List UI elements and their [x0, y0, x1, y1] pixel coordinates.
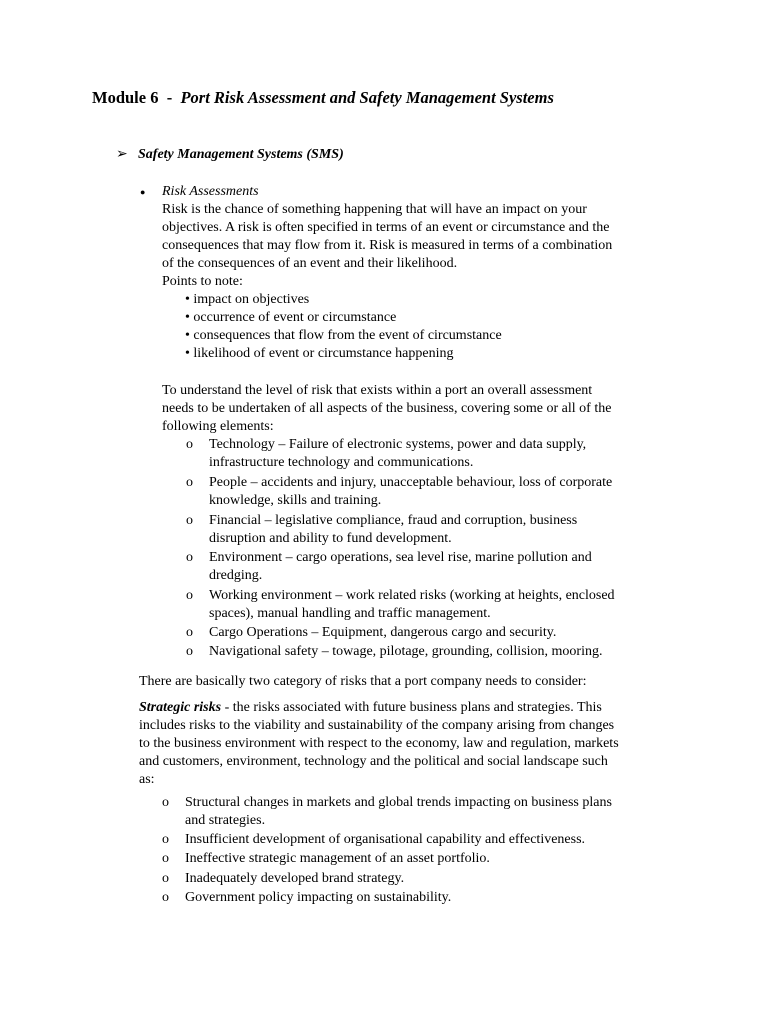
list-marker: o: [186, 475, 193, 490]
paragraph-line: and customers, environment, technology and the political and social landscape such: [139, 754, 608, 769]
list-item: Ineffective strategic management of an asset portfolio.: [185, 851, 490, 866]
strategic-risks-paragraph: [139, 699, 679, 789]
list-marker: o: [186, 625, 193, 640]
list-item: Navigational safety – towage, pilotage, grounding, collision, mooring.: [209, 644, 603, 659]
list-item: People – accidents and injury, unacceptable behaviour, loss of corporate knowledge, skills and training.: [209, 475, 613, 508]
list-item: Inadequately developed brand strategy.: [185, 871, 405, 886]
list-item: Financial – legislative compliance, fraud and corruption, business disruption and ability to fund development.: [209, 513, 578, 546]
points-label: Points to note:: [162, 274, 243, 289]
points-list: [185, 291, 665, 363]
list-item: • occurrence of event or circumstance: [185, 310, 397, 325]
list-marker: o: [162, 795, 169, 810]
round-bullet-icon: ●: [140, 187, 146, 197]
paragraph-line: includes risks to the viability and sustainability of the company arising from changes: [139, 718, 615, 733]
assessment-intro-paragraph: [162, 382, 682, 436]
paragraph-line: consequences that may flow from it. Risk is measured in terms of a combination: [162, 238, 613, 253]
list-marker: o: [186, 550, 193, 565]
list-item: Technology – Failure of electronic systems, power and data supply, infrastructure technology and communications.: [209, 437, 587, 470]
list-item: Structural changes in markets and global trends impacting on business plans and strategies.: [185, 795, 612, 828]
list-item: • consequences that flow from the event of circumstance: [185, 328, 502, 343]
title-separator: -: [166, 88, 173, 107]
list-marker: o: [186, 644, 193, 659]
list-marker: o: [162, 871, 169, 886]
list-item: • likelihood of event or circumstance happening: [185, 346, 454, 361]
section-heading: Safety Management Systems (SMS): [138, 147, 344, 162]
list-item: Cargo Operations – Equipment, dangerous cargo and security.: [209, 625, 557, 640]
list-marker: o: [162, 832, 169, 847]
paragraph-line: - the risks associated with future business plans and strategies. This: [221, 700, 602, 715]
list-marker: o: [186, 513, 193, 528]
list-marker: o: [186, 437, 193, 452]
list-marker: o: [162, 890, 169, 905]
list-marker: o: [162, 851, 169, 866]
paragraph-line: as:: [139, 772, 155, 787]
section-bullet-icon: ➢: [116, 147, 128, 162]
list-item: Environment – cargo operations, sea level rise, marine pollution and dredging.: [209, 550, 592, 583]
paragraph-line: to the business environment with respect to the economy, law and regulation, markets: [139, 736, 619, 751]
list-marker: o: [186, 588, 193, 603]
list-item: • impact on objectives: [185, 292, 310, 307]
module-name: Port Risk Assessment and Safety Management Systems: [180, 88, 554, 107]
paragraph-line: objectives. A risk is often specified in terms of an event or circumstance and the: [162, 220, 610, 235]
module-number: Module 6: [92, 88, 159, 107]
list-item: Government policy impacting on sustainability.: [185, 890, 452, 905]
paragraph-line: of the consequences of an event and their likelihood.: [162, 256, 458, 271]
list-item: Working environment – work related risks (working at heights, enclosed spaces), manual handling and traffic management.: [209, 588, 615, 621]
module-title: [92, 88, 554, 108]
categories-sentence: There are basically two category of risks that a port company needs to consider:: [139, 674, 587, 689]
strategic-risks-term: Strategic risks: [139, 700, 222, 715]
risk-definition-paragraph: [162, 201, 682, 291]
paragraph-line: Risk is the chance of something happening that will have an impact on your: [162, 202, 587, 217]
list-item: Insufficient development of organisational capability and effectiveness.: [185, 832, 586, 847]
subsection-heading: Risk Assessments: [162, 184, 259, 199]
paragraph-line: needs to be undertaken of all aspects of the business, covering some or all of the: [162, 401, 612, 416]
paragraph-line: following elements:: [162, 419, 274, 434]
paragraph-line: To understand the level of risk that exists within a port an overall assessment: [162, 383, 593, 398]
